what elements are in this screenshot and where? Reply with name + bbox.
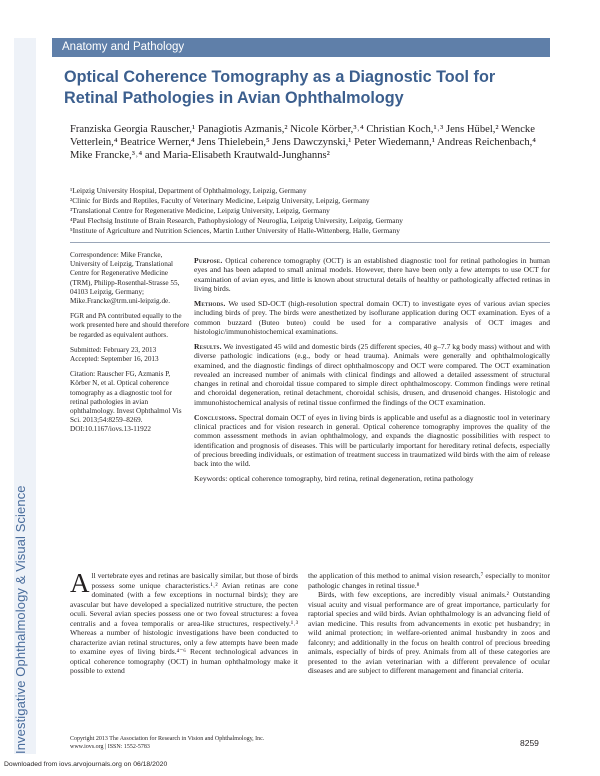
abstract-conclusions-text: Spectral domain OCT of eyes in living birds is applicable and useful as a diagnostic tool in veterinary clinical practices and for vision research in general. Optical coherence tomography improves the quality of the common assessment methods in avian ophthalmology, and expands the diagnostic possibilities with respect to identification and prognosis of diseases. This will be particularly important for hereditary retinal defects, especially of precious breeding individuals, or estimation of treatment success in traumatized wild birds with the aim of release back into the wild. xyxy=(194,412,551,468)
abstract-methods xyxy=(194,299,550,336)
abstract-results-label: Results. xyxy=(194,342,222,351)
citation: Citation: Rauscher FG, Azmanis P, Körber N, et al. Optical coherence tomography as a diagnostic tool for retinal pathologies in avian ophthalmology. Invest Ophthalmol Vis Sci. 2013;54:8259–8269. DOI:10.1167/iovs.13-11922 xyxy=(70,370,182,434)
issn-line: www.iovs.org | ISSN: 1552-5783 xyxy=(70,744,150,750)
abstract-methods-label: Methods. xyxy=(194,299,226,308)
article-info-column xyxy=(70,251,190,441)
affiliation-list xyxy=(70,186,550,236)
body-text-left-column xyxy=(70,568,298,676)
copyright-footer xyxy=(70,735,370,751)
keywords: Keywords: optical coherence tomography, bird retina, retinal degeneration, retina pathology xyxy=(194,474,474,484)
abstract-results xyxy=(194,342,550,407)
affiliation-item: ¹Leipzig University Hospital, Department of Ophthalmology, Leipzig, Germany xyxy=(70,186,307,195)
body-text-right-column xyxy=(308,571,550,676)
correspondence: Correspondence: Mike Francke, University of Leipzig, Translational Centre for Regenerative Medicine (TRM), Philipp-Rosenthal-Strasse 55, 04103 Leipzig, Germany; Mike.Francke@trm.uni-leipzig.de. xyxy=(70,251,180,306)
page-number: 8259 xyxy=(520,738,539,748)
abstract xyxy=(194,256,550,490)
affiliation-item: ⁴Paul Flechsig Institute of Brain Research, Pathophysiology of Neuroglia, Leipzig University, Leipzig, Germany xyxy=(70,216,403,226)
affiliation-item: ³Translational Centre for Regenerative Medicine, Leipzig University, Leipzig, Germany xyxy=(70,206,330,216)
affiliation-item: ²Clinic for Birds and Reptiles, Faculty of Veterinary Medicine, Leipzig University, Leipzig, Germany xyxy=(70,196,370,206)
journal-name-vertical xyxy=(13,730,28,754)
header-divider xyxy=(70,242,550,243)
affiliation-item: ⁵Institute of Agriculture and Nutrition Sciences, Martin Luther University of Halle-Wittenberg, Halle, Germany xyxy=(70,226,400,236)
abstract-conclusions xyxy=(194,413,550,469)
contribution-note: FGR and PA contributed equally to the work presented here and should therefore be regarded as equivalent authors. xyxy=(70,312,190,339)
accepted-date: Accepted: September 16, 2013 xyxy=(70,355,159,364)
article-title: Optical Coherence Tomography as a Diagnostic Tool for Retinal Pathologies in Avian Ophthalmology xyxy=(64,68,496,107)
section-banner: Anatomy and Pathology xyxy=(52,38,550,57)
abstract-conclusions-label: Conclusions. xyxy=(194,412,237,422)
abstract-purpose-text: Optical coherence tomography (OCT) is an established diagnostic tool for retinal pathologies in human eyes and has been adapted to small animal models. However, there have been only a few attempts to use OCT for examination of avian eyes, and little is known about structural details of healthy or pathologically affected retinas in living birds. xyxy=(194,256,550,293)
body-paragraph: ll vertebrate eyes and retinas are basically similar, but those of birds possess some unique characteristics.¹˒² Avian retinas are cone dominated (with a few exceptions in nocturnal birds); they are avascular but have developed a specialized nutritive structure, the pecten oculi. Several avian species possess one or two foveal structures: a fovea centralis and a fovea temporalis or area-like structures, respectively.¹˒³ Whereas a number of histologic investigations have been conducted to characterize avian retinal structures, only a few attempts have been made to examine eyes of living birds.⁴⁻⁶ Recent technological advances in optical coherence tomography (OCT) in human ophthalmology make it possible to extend xyxy=(70,571,298,675)
submitted-date: Submitted: February 23, 2013 xyxy=(70,345,157,354)
abstract-results-text: We investigated 45 wild and domestic birds (25 different species, 40 g–7.7 kg body mass) without and with diverse pathologic indications (e.g., body or head trauma). Animals were generally and ophthalmologically examined, and the diagnostic findings of direct ophthalmoscopy and OCT were compared. The OCT examination revealed an increased number of animals with clinical findings and allowed a detailed assessment of structural changes in retinal and choroidal tissue compared to simple direct ophthalmoscopy. Common findings were retinal and choroidal degeneration, retinal detachment, choroidal schisis, drusen, and drusenoid changes. Histologic and immunohistochemical analysis of retinal tissue confirmed the findings of the OCT examination. xyxy=(194,342,551,407)
download-notice: Downloaded from iovs.arvojournals.org on 06/18/2020 xyxy=(4,761,168,768)
body-paragraph: Birds, with few exceptions, are incredibly visual animals.² Outstanding visual acuity and visual performance are of great importance, particularly for raptorial species and wild birds. Avian ophthalmology is an advancing field of avian medicine. This results from advancements in exotic pet husbandry; in wild animal protection; in welfare-oriented animal husbandry in zoos and falconry; and additionally in the focus on health control of precious breeding animals, especially of birds of prey. Animals from all of these categories are presented to the avian veterinarian with a different prevalence of ocular diseases and are subject to different management and financial criteria. xyxy=(308,590,550,675)
drop-cap: A xyxy=(70,568,90,598)
copyright-line: Copyright 2013 The Association for Research in Vision and Ophthalmology, Inc. xyxy=(70,736,265,742)
abstract-methods-text: We used SD-OCT (high-resolution spectral domain OCT) to investigate eyes of various avian species including birds of prey. The birds were anesthetized by isoflurane application during OCT examination. Eyes of a common buzzard (Buteo buteo) could be used for a comparative analysis of OCT images and histologic/immunohistochemical examinations. xyxy=(194,299,551,336)
author-list: Franziska Georgia Rauscher,¹ Panagiotis Azmanis,² Nicole Körber,³˒⁴ Christian Koch,¹˒³ Jens Hübel,² Wencke Vetterlein,⁴ Beatrice Werner,⁴ Jens Thielebein,⁵ Jens Dawczynski,¹ Peter Wiedemann,¹ Andreas Reichenbach,⁴ Mike Francke,³˒⁴ and Maria-Elisabeth Krautwald-Junghanns² xyxy=(70,124,536,161)
abstract-purpose xyxy=(194,256,550,293)
body-paragraph: the application of this method to animal vision research,⁷ especially to monitor pathologic changes in retinal tissue.⁸ xyxy=(308,571,550,590)
abstract-purpose-label: Purpose. xyxy=(194,256,223,265)
